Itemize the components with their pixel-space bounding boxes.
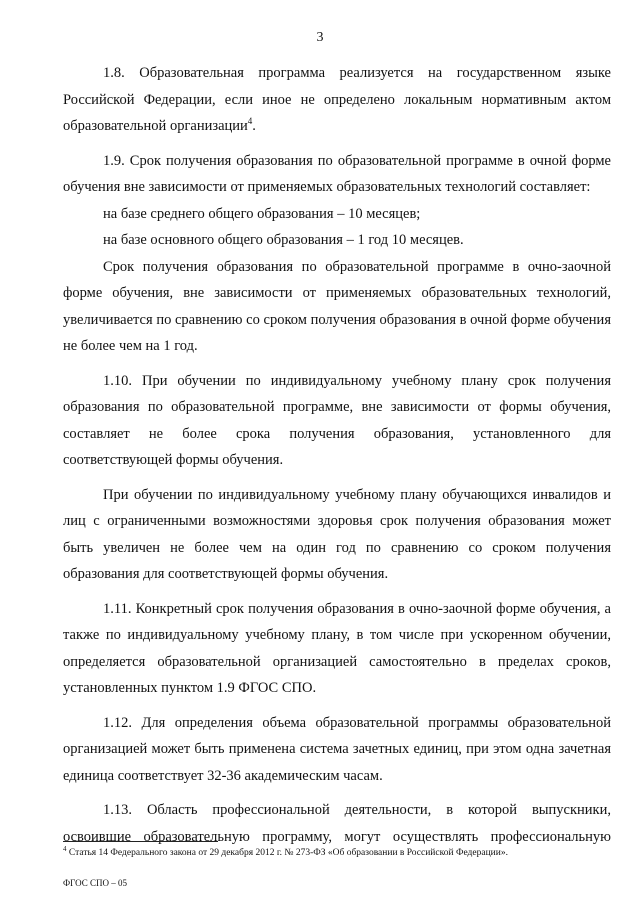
page-number: 3 [316, 30, 324, 45]
footnote-text: Статья 14 Федерального закона от 29 декабря 2012 г. № 273-ФЗ «Об образовании в Российской Федерации». [68, 848, 508, 858]
paragraph-text: 1.8. Образовательная программа реализуется на государственном языке Российской Федерации, если иное не определено локальным нормативным актом образовательной организации [63, 65, 611, 134]
footnote [63, 844, 623, 859]
paragraph-1-13: 1.13. Область профессиональной деятельности, в которой выпускники, освоившие образовательную программу, могут осуществлять профессиональную [63, 802, 611, 845]
paragraph-part-time: Срок получения образования по образовательной программе в очно-заочной форме обучения, вне зависимости от применяемых образовательных технологий, увеличивается по сравнению со сроком получения образования в очной форме обучения не более чем на 1 год. [63, 258, 611, 354]
paragraph-1-12: 1.12. Для определения объема образовательной программы образовательной организацией может быть применена система зачетных единиц, при этом одна зачетная единица соответствует 32-36 академическим часам. [63, 714, 611, 784]
document-code: ФГОС СПО – 05 [63, 878, 127, 888]
paragraph-end: . [252, 118, 256, 134]
list-item-basic-general: на базе основного общего образования – 1 год 10 месяцев. [103, 232, 464, 248]
footnote-reference[interactable]: 4 [247, 116, 253, 127]
paragraph-1-11: 1.11. Конкретный срок получения образования в очно-заочной форме обучения, а также по индивидуальному учебному плану, в том числе при ускоренном обучении, определяется образовательной организацией самостоятельно в пределах сроков, установленных пунктом 1.9 ФГОС СПО. [63, 600, 611, 696]
footnote-number: 4 [63, 844, 67, 853]
list-item-secondary-general: на базе среднего общего образования – 10 месяцев; [103, 205, 421, 222]
paragraph-disabled-students: При обучении по индивидуальному учебному плану обучающихся инвалидов и лиц с ограниченными возможностями здоровья срок получения образования может быть увеличен не более чем на один год по сравнению со сроком получения образования для соответствующей формы обучения. [63, 486, 611, 582]
paragraph-1-10: 1.10. При обучении по индивидуальному учебному плану срок получения образования по образовательной программе, вне зависимости от формы обучения, составляет не более срока получения образования, установленного для соответствующей формы обучения. [63, 372, 611, 468]
document-body [63, 60, 611, 850]
paragraph-1-8 [63, 60, 611, 140]
paragraph-1-9: 1.9. Срок получения образования по образовательной программе в очной форме обучения вне зависимости от применяемых образовательных технологий составляет: [63, 152, 611, 195]
footnote-divider [63, 841, 218, 842]
